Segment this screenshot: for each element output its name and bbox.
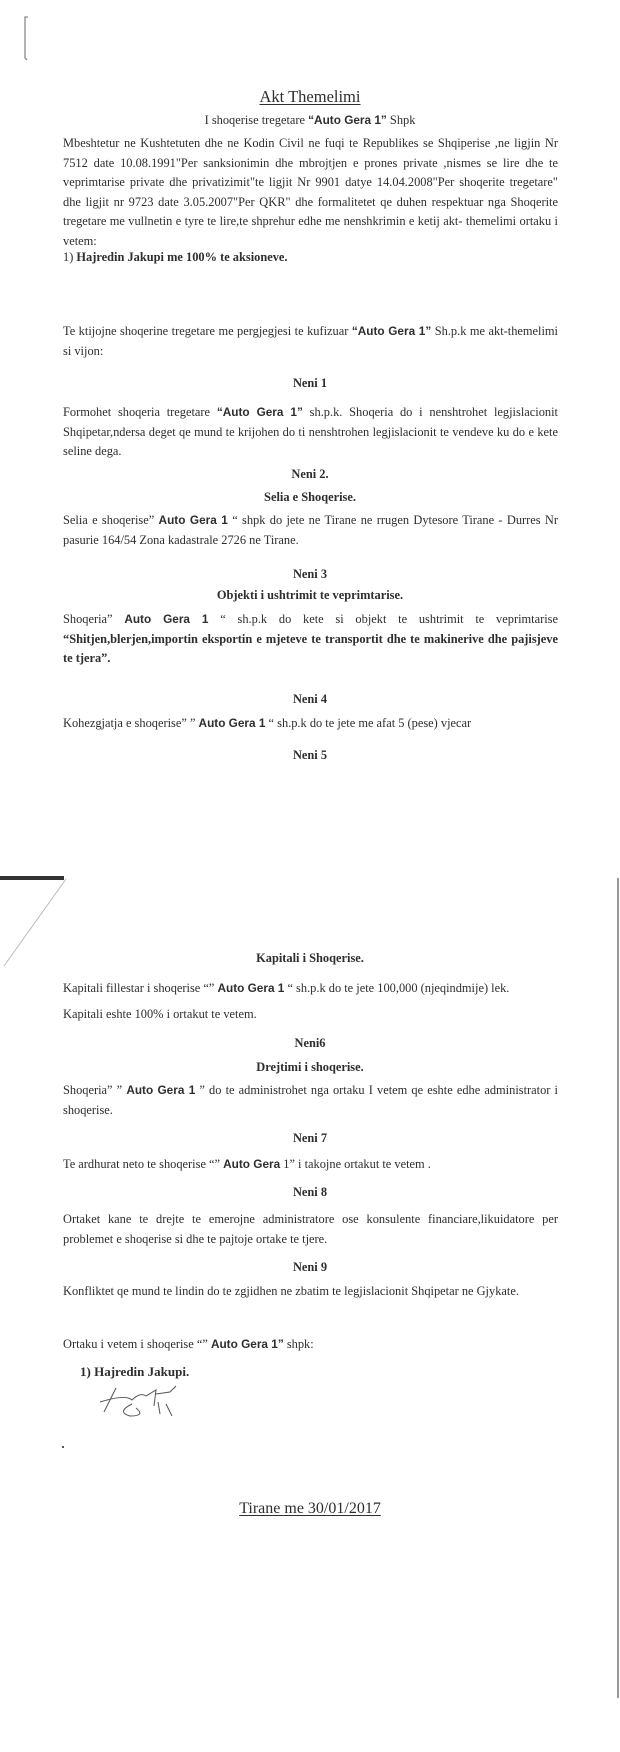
company-name: Auto Gera 1 [158,513,228,527]
document-title: Akt Themelimi [259,87,361,106]
stray-dot [62,1446,64,1448]
article-8-text: Ortaket kane te drejte te emerojne administratore ose konsulente financiare,likuidatore per problemet e shoqerise si dhe te pajtoje ortake te tjere. [63,1212,558,1246]
subtitle-suffix: Shpk [386,113,416,127]
text: Kohezgjatja e shoqerise” ” [63,716,199,730]
article-3-heading: Neni 3 [292,567,328,581]
scan-bracket-mark [22,14,32,64]
page-right-edge [617,878,619,1698]
company-name: Auto Gera 1 [124,612,209,626]
article-6-text [63,1081,558,1120]
article-2-heading: Neni 2. [291,467,329,481]
article-8-heading: Neni 8 [292,1185,328,1199]
text: Shoqeria” [63,612,125,626]
capital-ownership: Kapitali eshte 100% i ortakut te vetem. [63,1007,257,1021]
handwritten-signature [96,1382,191,1422]
text: Kapitali fillestar i shoqerise “” [63,981,218,995]
company-name: “Auto Gera 1” [351,324,432,338]
company-name: “Auto Gera 1” [216,405,303,419]
article-1-text [63,403,558,462]
text: Selia e shoqerise” [63,513,159,527]
text: “ sh.p.k do kete si objekt te ushtrimit te veprimtarise [208,612,558,626]
company-name: Auto Gera [223,1157,281,1171]
text: shpk: [283,1337,314,1351]
shareholder-text: Hajredin Jakupi me 100% te aksioneve. [76,250,288,264]
text: ” do te administrohet nga ortaku I vetem qe eshte edhe administrator i shoqerise. [63,1083,558,1117]
company-name: Auto Gera 1” [210,1337,284,1351]
company-name: Auto Gera 1 [198,716,266,730]
article-1-heading: Neni 1 [292,376,328,390]
article-7-text [63,1155,558,1175]
creation-text: Te ktijojne shoqerine tregetare me pergjegjesi te kufizuar [63,324,352,338]
signatory-name: 1) Hajredin Jakupi. [80,1364,190,1379]
text: “ shpk do jete ne Tirane ne rrugen Dytesore Tirane - Durres Nr pasurie 164/54 Zona kadastrale 2726 ne Tirane. [63,513,558,547]
company-name: Auto Gera 1 [217,981,285,995]
text: “ sh.p.k do te jete 100,000 (njeqindmije) lek. [284,981,510,995]
article-5-heading: Neni 5 [292,748,328,762]
text: Ortaku i vetem i shoqerise “” [63,1337,211,1351]
article-6-heading: Neni6 [294,1036,326,1050]
shareholder-number: 1) [63,250,77,264]
article-4-text [63,714,558,734]
text: Te ardhurat neto te shoqerise “” [63,1157,224,1171]
article-7-heading: Neni 7 [292,1131,328,1145]
subtitle-text: I shoqerise tregetare [204,113,309,127]
creation-paragraph [63,322,558,361]
article-2-text [63,511,558,550]
text: sh.p.k. Shoqeria do i nenshtrohet legjislacionit Shqipetar,ndersa deget qe mund te krijohen do ti nenshtrohen legjislacionit te vendeve ku do e kete seline dega. [63,405,558,458]
company-name: Auto Gera 1 [126,1083,196,1097]
business-object: “Shitjen,blerjen,importin eksportin e mjeteve te transportit dhe te makinerive dhe pajisjeve te tjera”. [63,631,558,665]
place-and-date: Tirane me 30/01/2017 [239,1500,381,1517]
intro-paragraph: Mbeshtetur ne Kushtetuten dhe ne Kodin Civil ne fuqi te Republikes se Shqiperise ,ne ligjin Nr 7512 date 10.08.1991"Per sanksionimin dhe mbrojtjen e prones private ,nismes se lire dhe te veprimtarise private dhe privatizimit"te ligjit Nr 9901 datye 14.04.2008"Per shoqerite tregetare" dhe ligjit nr 9723 date 3.05.2007"Per QKR" dhe formalitetet qe duhen respektuar nga Shoqerite tregetare me vullnetin e tyre te lire,te shprehur edhe me nenshkrimin e ketij akt- themelimi ortaku i vetem: [63,136,558,248]
capital-heading: Kapitali i Shoqerise. [256,951,364,965]
capital-text [63,979,558,999]
text: 1” i takojne ortakut te vetem . [280,1157,431,1171]
shareholder-line [63,248,558,268]
article-3-subheading: Objekti i ushtrimit te veprimtarise. [216,588,404,602]
closing-line [63,1335,558,1355]
article-9-text: Konfliktet qe mund te lindin do te zgjidhen ne zbatim te legjislacionit Shqipetar ne Gjykate. [63,1284,519,1298]
article-3-text [63,610,558,669]
text: Shoqeria” ” [63,1083,127,1097]
article-9-heading: Neni 9 [292,1260,328,1274]
article-6-subheading: Drejtimi i shoqerise. [256,1060,364,1074]
text: Formohet shoqeria tregetare [63,405,217,419]
company-name: “Auto Gera 1” [308,113,387,127]
creation-text-end: Sh.p.k me akt-themelimi si vijon: [63,324,558,358]
article-4-heading: Neni 4 [292,692,328,706]
article-2-subheading: Selia e Shoqerise. [264,490,356,504]
text: “ sh.p.k do te jete me afat 5 (pese) vjecar [265,716,472,730]
document-subtitle [0,111,620,129]
